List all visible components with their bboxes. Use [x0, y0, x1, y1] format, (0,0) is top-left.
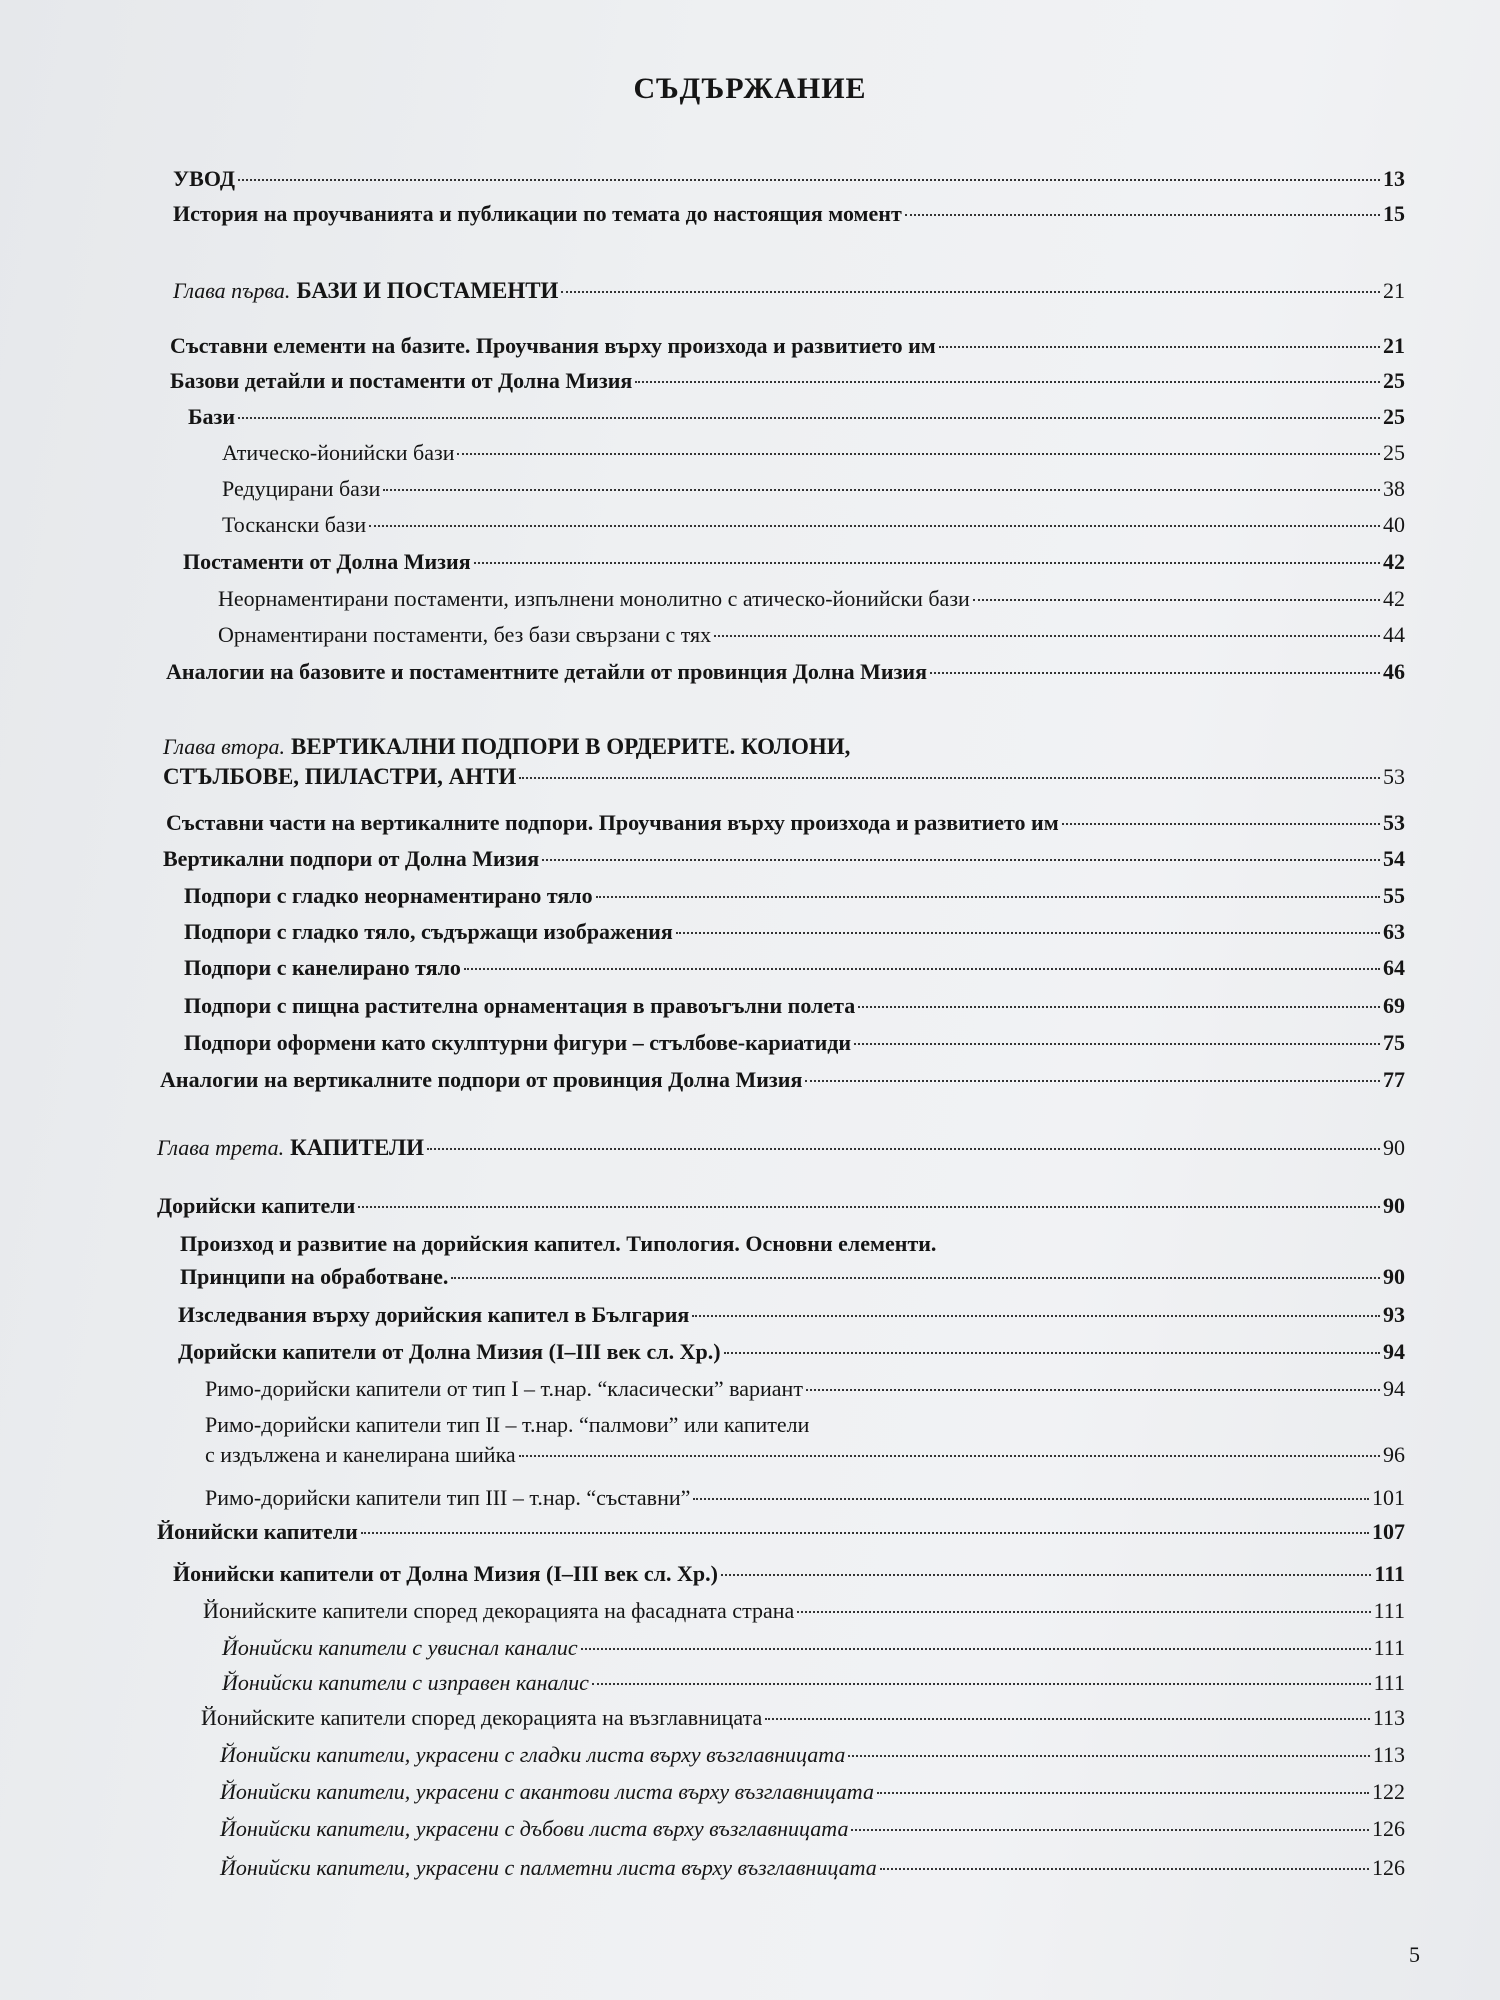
toc-entry-title: Йонийските капители според декорацията на фасадната страна: [203, 1598, 795, 1623]
toc-entry-page: 40: [1383, 512, 1405, 537]
toc-entry-line1: Произход и развитие на дорийския капител. Типология. Основни елементи.: [180, 1231, 937, 1256]
toc-entry-page: 93: [1383, 1302, 1405, 1327]
toc-entry[interactable]: [166, 659, 1405, 685]
toc-entry-title: Редуцирани бази: [222, 476, 381, 501]
toc-entry-page: 107: [1372, 1519, 1405, 1544]
dot-leader: [854, 1043, 1380, 1045]
toc-entry-line1: Римо-дорийски капители тип II – т.нар. “палмови” или капители: [205, 1412, 810, 1437]
toc-entry-page: 25: [1383, 404, 1405, 429]
dot-leader: [693, 1498, 1369, 1500]
toc-entry-title: Бази: [188, 404, 236, 429]
toc-entry-page: 25: [1383, 440, 1405, 465]
toc-entry-title: Тоскански бази: [222, 512, 367, 537]
toc-entry[interactable]: [184, 919, 1405, 945]
toc-entry[interactable]: [163, 846, 1405, 872]
dot-leader: [806, 1389, 1380, 1391]
toc-entry[interactable]: [222, 1670, 1405, 1696]
toc-entry-page: 96: [1383, 1442, 1405, 1467]
dot-leader: [714, 635, 1380, 637]
toc-entry[interactable]: [218, 622, 1405, 648]
toc-entry[interactable]: [184, 1030, 1405, 1056]
toc-entry-page: 126: [1372, 1855, 1405, 1880]
toc-entry-title: Дорийски капители: [157, 1193, 356, 1218]
toc-entry-page: 94: [1383, 1339, 1405, 1364]
toc-entry-title: Римо-дорийски капители от тип I – т.нар. “класически” вариант: [205, 1376, 803, 1401]
chapter-title: БАЗИ И ПОСТАМЕНТИ: [296, 278, 559, 303]
dot-leader: [1062, 823, 1380, 825]
toc-entry-page: 94: [1383, 1376, 1405, 1401]
toc-entry[interactable]: [157, 1193, 1405, 1219]
toc-entry-page: 69: [1383, 993, 1405, 1018]
dot-leader: [361, 1532, 1369, 1534]
dot-leader: [427, 1148, 1380, 1150]
dot-leader: [635, 381, 1380, 383]
toc-entry-page: 53: [1383, 810, 1405, 835]
chapter-label: Глава първа.: [173, 278, 291, 303]
toc-entry-title: УВОД: [173, 166, 235, 191]
page-number: 5: [1409, 1942, 1420, 1967]
toc-entry-title: Подпори с канелирано тяло: [184, 955, 461, 980]
toc-entry-title: Дорийски капители от Долна Мизия (I–III век сл. Хр.): [178, 1339, 721, 1364]
chapter-title-line1: ВЕРТИКАЛНИ ПОДПОРИ В ОРДЕРИТЕ. КОЛОНИ,: [291, 734, 851, 759]
toc-entry-title: Съставни елементи на базите. Проучвания върху произхода и развитието им: [170, 333, 936, 358]
toc-entry-title: Йонийски капители: [157, 1519, 358, 1544]
toc-entry-page: 63: [1383, 919, 1405, 944]
dot-leader: [519, 777, 1380, 779]
toc-entry-title: Йонийски капители, украсени с дъбови листа върху възглавницата: [220, 1816, 849, 1841]
toc-entry-page: 126: [1372, 1816, 1405, 1841]
toc-entry-page: 25: [1383, 368, 1405, 393]
toc-entry[interactable]: [184, 993, 1405, 1019]
toc-entry[interactable]: [201, 1705, 1405, 1731]
toc-entry[interactable]: [205, 1376, 1405, 1402]
dot-leader: [880, 1868, 1369, 1870]
toc-entry-title: Вертикални подпори от Долна Мизия: [163, 846, 540, 871]
toc-entry-page: 101: [1372, 1485, 1405, 1510]
toc-entry[interactable]: [183, 549, 1405, 575]
toc-entry[interactable]: [220, 1779, 1405, 1805]
toc-chapter-heading[interactable]: [163, 764, 1405, 790]
dot-leader: [930, 672, 1380, 674]
chapter-label: Глава втора.: [163, 734, 286, 759]
dot-leader: [676, 932, 1380, 934]
toc-entry-title: Подпори с гладко тяло, съдържащи изображения: [184, 919, 673, 944]
toc-entry-title: Йонийски капители, украсени с палметни листа върху възглавницата: [220, 1855, 877, 1880]
dot-leader: [877, 1792, 1369, 1794]
dot-leader: [848, 1755, 1369, 1757]
toc-chapter-heading[interactable]: [157, 1135, 1405, 1161]
toc-entry-title: Аналогии на вертикалните подпори от провинция Долна Мизия: [160, 1067, 803, 1092]
toc-entry[interactable]: [178, 1302, 1405, 1328]
toc-entry[interactable]: [173, 201, 1405, 227]
toc-chapter-heading[interactable]: [173, 278, 1405, 304]
toc-entry-page: 15: [1383, 201, 1405, 226]
toc-entry[interactable]: [178, 1339, 1405, 1365]
chapter-title: КАПИТЕЛИ: [290, 1135, 425, 1160]
dot-leader: [797, 1611, 1370, 1613]
toc-entry-title: Йонийски капители, украсени с гладки листа върху възглавницата: [220, 1742, 846, 1767]
toc-entry-page: 42: [1383, 586, 1405, 611]
dot-leader: [592, 1683, 1371, 1685]
dot-leader: [721, 1574, 1371, 1576]
toc-entry-title: Римо-дорийски капители тип III – т.нар. “съставни”: [205, 1485, 691, 1510]
toc-entry[interactable]: [203, 1598, 1405, 1624]
dot-leader: [596, 896, 1380, 898]
toc-entry-title: Подпори с пищна растителна орнаментация в правоъгълни полета: [184, 993, 856, 1018]
dot-leader: [724, 1352, 1380, 1354]
toc-entry[interactable]: [218, 586, 1405, 612]
toc-entry[interactable]: [160, 1067, 1405, 1093]
toc-chapter-heading-line1: [163, 734, 850, 760]
dot-leader: [561, 291, 1380, 293]
dot-leader: [692, 1315, 1380, 1317]
toc-entry-title: История на проучванията и публикации по темата до настоящия момент: [173, 201, 902, 226]
toc-entry-title: Съставни части на вертикалните подпори. Проучвания върху произхода и развитието им: [166, 810, 1059, 835]
dot-leader: [369, 525, 1380, 527]
dot-leader: [858, 1006, 1380, 1008]
toc-entry-page: 122: [1372, 1779, 1405, 1804]
toc-entry[interactable]: [205, 1442, 1405, 1468]
toc-entry-page: 90: [1383, 1264, 1405, 1289]
toc-entry-page: 90: [1383, 1135, 1405, 1160]
toc-entry-page: 21: [1383, 333, 1405, 358]
dot-leader: [464, 968, 1380, 970]
toc-entry-page: 111: [1374, 1561, 1405, 1586]
toc-entry[interactable]: [173, 1561, 1405, 1587]
dot-leader: [581, 1648, 1371, 1650]
toc-entry[interactable]: [184, 955, 1405, 981]
toc-entry-title: Йонийски капители, украсени с акантови листа върху възглавницата: [220, 1779, 874, 1804]
toc-entry[interactable]: [173, 166, 1405, 192]
dot-leader: [358, 1206, 1380, 1208]
toc-entry[interactable]: [220, 1855, 1405, 1881]
toc-entry-title: Йонийските капители според декорацията на възглавницата: [201, 1705, 763, 1730]
toc-entry-page: 111: [1373, 1598, 1405, 1623]
toc-entry[interactable]: [222, 440, 1405, 466]
toc-entry-page: 13: [1383, 166, 1405, 191]
toc-entry[interactable]: [166, 810, 1405, 836]
toc-entry[interactable]: [220, 1742, 1405, 1768]
toc-entry-title: Подпори с гладко неорнаментирано тяло: [184, 883, 593, 908]
dot-leader: [851, 1829, 1369, 1831]
toc-entry[interactable]: [222, 512, 1405, 538]
toc-entry-title: Принципи на обработване.: [180, 1264, 449, 1289]
toc-entry-page: 54: [1383, 846, 1405, 871]
toc-entry[interactable]: [188, 404, 1405, 430]
dot-leader: [474, 562, 1380, 564]
toc-entry-title: Изследвания върху дорийския капител в България: [178, 1302, 690, 1327]
dot-leader: [765, 1718, 1370, 1720]
toc-entry-title: с издължена и канелирана шийка: [205, 1442, 516, 1467]
toc-entry-page: 44: [1383, 622, 1405, 647]
toc-entry[interactable]: [220, 1816, 1405, 1842]
toc-entry[interactable]: [205, 1485, 1405, 1511]
toc-entry-page: 21: [1383, 278, 1405, 303]
dot-leader: [457, 453, 1380, 455]
toc-entry-page: 111: [1373, 1670, 1405, 1695]
dot-leader: [542, 859, 1380, 861]
toc-entry[interactable]: [180, 1264, 1405, 1290]
dot-leader: [451, 1277, 1380, 1279]
dot-leader: [939, 346, 1380, 348]
toc-entry[interactable]: [184, 883, 1405, 909]
toc-entry-page: 111: [1373, 1635, 1405, 1660]
dot-leader: [905, 214, 1380, 216]
toc-entry[interactable]: [170, 333, 1405, 359]
toc-entry-page: 46: [1383, 659, 1405, 684]
toc-entry-page: 55: [1383, 883, 1405, 908]
toc-entry-page: 38: [1383, 476, 1405, 501]
toc-entry-title: Подпори оформени като скулптурни фигури – стълбове-кариатиди: [184, 1030, 852, 1055]
dot-leader: [973, 599, 1380, 601]
toc-entry-page: 113: [1372, 1742, 1405, 1767]
toc-entry-title: Базови детайли и постаменти от Долна Мизия: [170, 368, 633, 393]
toc-entry[interactable]: [157, 1519, 1405, 1545]
toc-entry-title: Йонийски капители с изправен каналис: [222, 1670, 589, 1695]
toc-entry-title: Йонийски капители с увиснал каналис: [222, 1635, 578, 1660]
toc-entry-page: 64: [1383, 955, 1405, 980]
toc-entry-page: 77: [1383, 1067, 1405, 1092]
toc-entry-page: 53: [1383, 764, 1405, 789]
dot-leader: [238, 417, 1380, 419]
dot-leader: [519, 1455, 1380, 1457]
toc-entry-page: 113: [1372, 1705, 1405, 1730]
chapter-label: Глава трета.: [157, 1135, 285, 1160]
page-title: СЪДЪРЖАНИЕ: [633, 72, 867, 105]
toc-entry[interactable]: [170, 368, 1405, 394]
toc-entry-page: 75: [1383, 1030, 1405, 1055]
dot-leader: [805, 1080, 1380, 1082]
toc-entry[interactable]: [222, 476, 1405, 502]
toc-entry-title: Орнаментирани постаменти, без бази свързани с тях: [218, 622, 712, 647]
toc-entry-title: Йонийски капители от Долна Мизия (I–III век сл. Хр.): [173, 1561, 718, 1586]
toc-entry[interactable]: [222, 1635, 1405, 1661]
dot-leader: [238, 179, 1380, 181]
toc-entry-title: Атическо-йонийски бази: [222, 440, 455, 465]
toc-entry-title: Постаменти от Долна Мизия: [183, 549, 471, 574]
chapter-title: СТЪЛБОВЕ, ПИЛАСТРИ, АНТИ: [163, 764, 517, 789]
toc-entry-title: Аналогии на базовите и постаментните детайли от провинция Долна Мизия: [166, 659, 928, 684]
toc-entry-page: 42: [1383, 549, 1405, 574]
dot-leader: [383, 489, 1380, 491]
toc-entry-page: 90: [1383, 1193, 1405, 1218]
toc-entry-title: Неорнаментирани постаменти, изпълнени монолитно с атическо-йонийски бази: [218, 586, 970, 611]
